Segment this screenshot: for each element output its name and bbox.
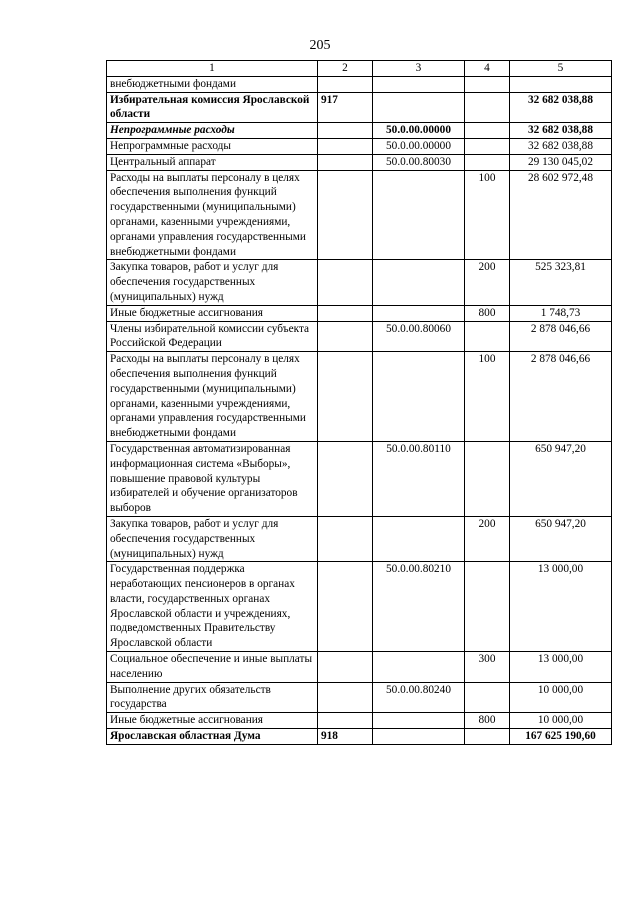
amount-cell: 2 878 046,66 <box>510 321 612 352</box>
header-cell: 5 <box>510 61 612 77</box>
amount-cell: 650 947,20 <box>510 516 612 561</box>
amount-cell: 10 000,00 <box>510 713 612 729</box>
target-article-cell: 50.0.00.00000 <box>373 123 465 139</box>
expense-type-cell <box>465 441 510 516</box>
expense-type-cell: 100 <box>465 170 510 260</box>
department-code-cell <box>318 562 373 652</box>
amount-cell: 1 748,73 <box>510 305 612 321</box>
target-article-cell <box>373 652 465 683</box>
department-code-cell <box>318 123 373 139</box>
department-code-cell <box>318 682 373 713</box>
table-header-row <box>107 61 612 77</box>
department-code-cell <box>318 321 373 352</box>
table-row <box>107 729 612 745</box>
header-cell: 1 <box>107 61 318 77</box>
table-row <box>107 154 612 170</box>
table-row <box>107 305 612 321</box>
table-row <box>107 76 612 92</box>
expense-type-cell: 800 <box>465 713 510 729</box>
page-number: 205 <box>309 38 331 53</box>
department-code-cell <box>318 441 373 516</box>
item-name-cell: Выполнение других обязательств государства <box>107 682 318 713</box>
amount-cell: 525 323,81 <box>510 260 612 305</box>
item-name-cell: Члены избирательной комиссии субъекта Российской Федерации <box>107 321 318 352</box>
table-row <box>107 516 612 561</box>
item-name-cell: Государственная автоматизированная информационная система «Выборы», повышение правовой культуры избирателей и обучение организаторов выборов <box>107 441 318 516</box>
amount-cell: 650 947,20 <box>510 441 612 516</box>
table-row <box>107 123 612 139</box>
item-name-cell: Ярославская областная Дума <box>107 729 318 745</box>
amount-cell: 28 602 972,48 <box>510 170 612 260</box>
header-cell: 4 <box>465 61 510 77</box>
table-row <box>107 562 612 652</box>
item-name-cell: Центральный аппарат <box>107 154 318 170</box>
target-article-cell: 50.0.00.00000 <box>373 138 465 154</box>
expense-type-cell <box>465 154 510 170</box>
target-article-cell <box>373 260 465 305</box>
target-article-cell <box>373 516 465 561</box>
amount-cell: 29 130 045,02 <box>510 154 612 170</box>
target-article-cell <box>373 92 465 123</box>
table-row <box>107 652 612 683</box>
amount-cell: 167 625 190,60 <box>510 729 612 745</box>
table-row <box>107 92 612 123</box>
expense-type-cell <box>465 76 510 92</box>
department-code-cell: 917 <box>318 92 373 123</box>
target-article-cell <box>373 352 465 442</box>
target-article-cell <box>373 305 465 321</box>
amount-cell: 32 682 038,88 <box>510 123 612 139</box>
item-name-cell: Непрограммные расходы <box>107 138 318 154</box>
item-name-cell: Расходы на выплаты персоналу в целях обеспечения выполнения функций государственными (муниципальными) органами, казенными учреждениями, органами управления государственными внебюджетными фондами <box>107 352 318 442</box>
target-article-cell: 50.0.00.80210 <box>373 562 465 652</box>
expense-type-cell <box>465 321 510 352</box>
expense-type-cell <box>465 562 510 652</box>
amount-cell: 13 000,00 <box>510 652 612 683</box>
expense-type-cell: 100 <box>465 352 510 442</box>
amount-cell: 32 682 038,88 <box>510 92 612 123</box>
expense-type-cell <box>465 92 510 123</box>
expense-type-cell <box>465 729 510 745</box>
target-article-cell: 50.0.00.80110 <box>373 441 465 516</box>
target-article-cell: 50.0.00.80030 <box>373 154 465 170</box>
amount-cell: 2 878 046,66 <box>510 352 612 442</box>
expense-type-cell <box>465 123 510 139</box>
department-code-cell <box>318 76 373 92</box>
amount-cell: 32 682 038,88 <box>510 138 612 154</box>
target-article-cell: 50.0.00.80240 <box>373 682 465 713</box>
item-name-cell: Иные бюджетные ассигнования <box>107 305 318 321</box>
item-name-cell: Иные бюджетные ассигнования <box>107 713 318 729</box>
table-row <box>107 713 612 729</box>
amount-cell: 10 000,00 <box>510 682 612 713</box>
table-row <box>107 441 612 516</box>
item-name-cell: Государственная поддержка неработающих пенсионеров в органах власти, государственных органах Ярославской области и учреждениях, подведомственных Правительству Ярославской области <box>107 562 318 652</box>
item-name-cell: Социальное обеспечение и иные выплаты населению <box>107 652 318 683</box>
item-name-cell: внебюджетными фондами <box>107 76 318 92</box>
department-code-cell <box>318 138 373 154</box>
department-code-cell <box>318 652 373 683</box>
item-name-cell: Избирательная комиссия Ярославской области <box>107 92 318 123</box>
table-row <box>107 260 612 305</box>
item-name-cell: Расходы на выплаты персоналу в целях обеспечения выполнения функций государственными (муниципальными) органами, казенными учреждениями, органами управления государственными внебюджетными фондами <box>107 170 318 260</box>
table-row <box>107 170 612 260</box>
target-article-cell <box>373 76 465 92</box>
header-cell: 3 <box>373 61 465 77</box>
table-row <box>107 138 612 154</box>
target-article-cell <box>373 713 465 729</box>
table-row <box>107 682 612 713</box>
expense-type-cell <box>465 682 510 713</box>
expense-type-cell: 800 <box>465 305 510 321</box>
expense-type-cell <box>465 138 510 154</box>
department-code-cell <box>318 713 373 729</box>
target-article-cell <box>373 170 465 260</box>
department-code-cell <box>318 154 373 170</box>
item-name-cell: Закупка товаров, работ и услуг для обеспечения государственных (муниципальных) нужд <box>107 260 318 305</box>
target-article-cell <box>373 729 465 745</box>
amount-cell <box>510 76 612 92</box>
target-article-cell: 50.0.00.80060 <box>373 321 465 352</box>
expense-type-cell: 200 <box>465 260 510 305</box>
header-cell: 2 <box>318 61 373 77</box>
table-row <box>107 321 612 352</box>
department-code-cell <box>318 352 373 442</box>
budget-table <box>106 60 612 745</box>
department-code-cell <box>318 305 373 321</box>
item-name-cell: Закупка товаров, работ и услуг для обеспечения государственных (муниципальных) нужд <box>107 516 318 561</box>
department-code-cell <box>318 170 373 260</box>
expense-type-cell: 200 <box>465 516 510 561</box>
department-code-cell: 918 <box>318 729 373 745</box>
department-code-cell <box>318 516 373 561</box>
table-row <box>107 352 612 442</box>
expense-type-cell: 300 <box>465 652 510 683</box>
department-code-cell <box>318 260 373 305</box>
item-name-cell: Непрограммные расходы <box>107 123 318 139</box>
amount-cell: 13 000,00 <box>510 562 612 652</box>
